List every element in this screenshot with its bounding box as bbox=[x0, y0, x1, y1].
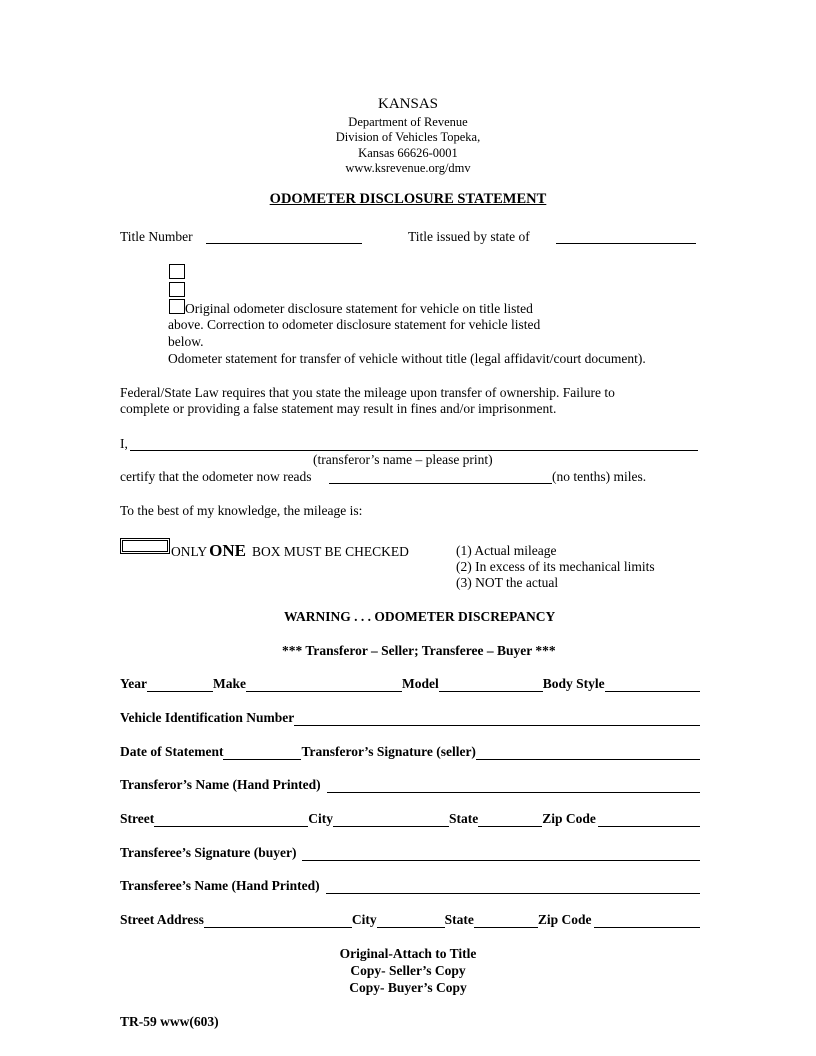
mileage-option-not-actual: (3) NOT the actual bbox=[456, 575, 559, 590]
transferor-printed-name-field[interactable] bbox=[327, 779, 700, 793]
vehicle-row bbox=[120, 676, 700, 692]
address-line: Kansas 66626-0001 bbox=[358, 146, 458, 160]
title-number-label: Title Number bbox=[120, 229, 193, 244]
only-text: ONLY bbox=[171, 544, 208, 559]
only-one-instruction bbox=[171, 543, 409, 560]
transferor-signature-label: Transferor’s Signature (seller) bbox=[301, 744, 476, 759]
body-style-label: Body Style bbox=[542, 676, 605, 691]
model-label: Model bbox=[402, 676, 439, 691]
option-text-line4: Odometer statement for transfer of vehicle without title (legal affidavit/court document). bbox=[168, 351, 646, 366]
mileage-option-excess: (2) In excess of its mechanical limits bbox=[456, 559, 655, 574]
zip2-field[interactable] bbox=[594, 914, 700, 928]
city-label: City bbox=[308, 811, 333, 826]
date-of-statement-label: Date of Statement bbox=[120, 744, 224, 759]
title-number-field[interactable] bbox=[206, 230, 362, 244]
knowledge-text: To the best of my knowledge, the mileage is: bbox=[120, 503, 363, 518]
zip2-label: Zip Code bbox=[537, 912, 592, 927]
state-heading: KANSAS bbox=[377, 96, 438, 112]
transferee-name-row bbox=[120, 878, 700, 894]
correction-statement-checkbox[interactable] bbox=[169, 282, 185, 297]
transferee-address-row bbox=[120, 912, 700, 928]
one-text: ONE bbox=[209, 541, 246, 560]
issued-by-label: Title issued by state of bbox=[408, 229, 530, 244]
option-text-line3: below. bbox=[168, 334, 204, 349]
state-field[interactable] bbox=[478, 813, 542, 827]
state2-field[interactable] bbox=[474, 914, 538, 928]
street-address-label: Street Address bbox=[120, 912, 204, 927]
mileage-box[interactable] bbox=[120, 538, 170, 554]
transferor-printed-name-label: Transferor’s Name (Hand Printed) bbox=[120, 777, 321, 792]
statement-row bbox=[120, 744, 700, 760]
zip-field[interactable] bbox=[598, 813, 700, 827]
copy-seller: Copy- Seller’s Copy bbox=[350, 963, 466, 978]
law-text-line2: complete or providing a false statement may result in fines and/or imprisonment. bbox=[120, 401, 557, 416]
copy-original: Original-Attach to Title bbox=[339, 946, 477, 961]
transferor-name-row bbox=[120, 777, 700, 793]
city-field[interactable] bbox=[333, 813, 449, 827]
make-field[interactable] bbox=[246, 678, 402, 692]
body-style-field[interactable] bbox=[605, 678, 700, 692]
copy-buyer: Copy- Buyer’s Copy bbox=[349, 980, 467, 995]
make-label: Make bbox=[213, 676, 246, 691]
transferee-printed-name-field[interactable] bbox=[326, 880, 700, 894]
model-field[interactable] bbox=[439, 678, 543, 692]
warning-heading: WARNING . . . ODOMETER DISCREPANCY bbox=[284, 609, 556, 624]
zip-label: Zip Code bbox=[542, 811, 596, 826]
option-text-line1: Original odometer disclosure statement for vehicle on title listed bbox=[185, 301, 533, 316]
option-text-line2: above. Correction to odometer disclosure statement for vehicle listed bbox=[168, 317, 541, 332]
year-label: Year bbox=[120, 676, 147, 691]
transferor-name-caption: (transferor’s name – please print) bbox=[313, 452, 493, 467]
transferee-signature-field[interactable] bbox=[302, 847, 700, 861]
vin-field[interactable] bbox=[294, 712, 700, 726]
i-label: I, bbox=[120, 436, 128, 451]
transferee-printed-name-label: Transferee’s Name (Hand Printed) bbox=[120, 878, 320, 893]
form-title: ODOMETER DISCLOSURE STATEMENT bbox=[269, 191, 547, 207]
without-title-checkbox[interactable] bbox=[169, 299, 185, 314]
transferee-signature-row bbox=[120, 845, 700, 861]
transferee-signature-label: Transferee’s Signature (buyer) bbox=[120, 845, 297, 860]
transferor-signature-field[interactable] bbox=[476, 746, 700, 760]
city2-field[interactable] bbox=[377, 914, 445, 928]
state-label: State bbox=[448, 811, 479, 826]
vin-label: Vehicle Identification Number bbox=[120, 710, 295, 725]
city2-label: City bbox=[351, 912, 377, 927]
original-statement-checkbox[interactable] bbox=[169, 264, 185, 279]
box-checked-text: BOX MUST BE CHECKED bbox=[252, 544, 409, 559]
transferor-name-field[interactable] bbox=[130, 437, 698, 451]
form-number: TR-59 www(603) bbox=[120, 1014, 219, 1029]
website-line: www.ksrevenue.org/dmv bbox=[345, 161, 471, 175]
certify-label: certify that the odometer now reads bbox=[120, 469, 312, 484]
issued-by-state-field[interactable] bbox=[556, 230, 696, 244]
roles-text: *** Transferor – Seller; Transferee – Buyer *** bbox=[282, 643, 556, 658]
street-field[interactable] bbox=[154, 813, 308, 827]
date-of-statement-field[interactable] bbox=[223, 746, 301, 760]
year-field[interactable] bbox=[147, 678, 213, 692]
mileage-option-actual: (1) Actual mileage bbox=[456, 543, 557, 558]
transferor-address-row bbox=[120, 811, 700, 827]
state2-label: State bbox=[444, 912, 474, 927]
department-line: Department of Revenue bbox=[348, 115, 468, 129]
division-line: Division of Vehicles Topeka, bbox=[335, 130, 481, 144]
odometer-reading-field[interactable] bbox=[329, 470, 552, 484]
vin-row bbox=[120, 710, 700, 726]
tenths-label: (no tenths) miles. bbox=[552, 469, 647, 484]
street-address-field[interactable] bbox=[204, 914, 352, 928]
street-label: Street bbox=[120, 811, 155, 826]
law-text-line1: Federal/State Law requires that you state the mileage upon transfer of ownership. Failure to bbox=[120, 385, 615, 400]
